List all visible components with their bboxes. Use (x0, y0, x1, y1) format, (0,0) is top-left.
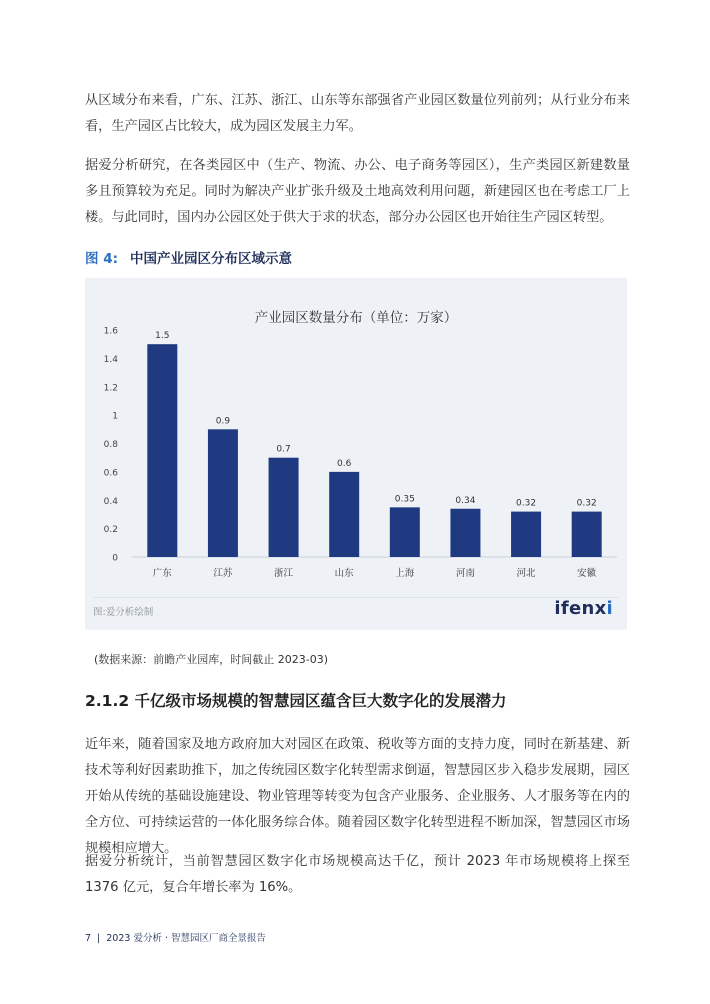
y-tick-label: 1.4 (103, 354, 118, 365)
section-heading: 2.1.2 千亿级市场规模的智慧园区蕴含巨大数字化的发展潜力 (85, 692, 507, 710)
intro-paragraph-2: 据爱分析研究，在各类园区中（生产、物流、办公、电子商务等园区），生产类园区新建数量多且预算较为充足。同时为解决产业扩张升级及土地高效利用问题，新建园区也在考虑工厂上楼。与此同时，国内办公园区处于供大于求的状态，部分办公园区也开始往生产园区转型。 (85, 158, 630, 225)
page-footer (85, 930, 266, 944)
y-tick-label: 0.2 (103, 525, 118, 536)
chart-credit: 图:爱分析绘制 (93, 607, 154, 618)
bar-data-label: 0.34 (455, 495, 476, 506)
report-title: 2023 爱分析 · 智慧园区厂商全景报告 (106, 933, 267, 944)
y-tick-label: 0.6 (103, 468, 118, 479)
y-tick-label: 0.8 (103, 440, 118, 450)
bar-data-label: 0.9 (215, 416, 231, 427)
bar-1 (147, 344, 177, 557)
chart-title: 产业园区数量分布（单位：万家） (254, 310, 458, 326)
bar-7 (511, 512, 541, 557)
x-tick-label: 浙江 (274, 568, 294, 579)
y-tick-label: 0.4 (103, 496, 118, 507)
x-tick-label: 广东 (152, 568, 172, 579)
y-tick-label: 1.6 (103, 326, 118, 337)
bar-data-label: 0.7 (276, 444, 291, 455)
figure-number: 图 4: (85, 251, 118, 267)
bar-4 (329, 472, 359, 557)
bar-data-label: 0.35 (394, 494, 415, 505)
bar-2 (208, 429, 238, 557)
data-source-note: (数据来源：前瞻产业园库，时间截止 2023-03) (94, 653, 329, 666)
bar-5 (390, 507, 420, 557)
bar-3 (269, 458, 299, 557)
bar-data-label: 0.6 (337, 458, 352, 469)
body-paragraph-2: 据爱分析统计，当前智慧园区数字化市场规模高达千亿，预计 2023 年市场规模将上探至 1376 亿元，复合年增长率为 16%。 (85, 854, 630, 895)
bar-data-label: 0.32 (516, 498, 537, 509)
bar-chart (85, 278, 627, 593)
bar-6 (450, 509, 480, 557)
y-tick-label: 0 (112, 553, 118, 564)
bar-data-label: 0.32 (576, 498, 597, 509)
ifenxi-logo (554, 598, 613, 619)
x-tick-label: 江苏 (213, 568, 233, 579)
chart-panel (85, 278, 627, 630)
intro-paragraph-1: 从区域分布来看，广东、江苏、浙江、山东等东部强省产业园区数量位列前列；从行业分布来看，生产园区占比较大，成为园区发展主力军。 (85, 93, 630, 134)
x-tick-label: 河北 (516, 568, 536, 579)
logo-tail: i (606, 598, 613, 619)
x-tick-label: 上海 (395, 568, 415, 579)
page-number: 7 (85, 933, 92, 944)
footer-separator: | (97, 933, 101, 944)
panel-divider (93, 597, 619, 598)
figure-caption (85, 247, 292, 267)
body-paragraph-1: 近年来，随着国家及地方政府加大对园区在政策、税收等方面的支持力度，同时在新基建、新技术等利好因素助推下，加之传统园区数字化转型需求倒逼，智慧园区步入稳步发展期，园区开始从传统的基础设施建设、物业管理等转变为包含产业服务、企业服务、人才服务等在内的全方位、可持续运营的一体化服务综合体。随着园区数字化转型进程不断加深，智慧园区市场规模相应增大。 (85, 737, 630, 856)
x-tick-label: 山东 (334, 568, 354, 579)
logo-main: ifenx (554, 598, 607, 619)
y-tick-label: 1 (112, 411, 118, 422)
y-tick-label: 1.2 (103, 383, 118, 394)
bar-data-label: 1.5 (155, 331, 170, 342)
x-tick-label: 安徽 (577, 568, 597, 579)
figure-title: 中国产业园区分布区域示意 (130, 251, 292, 267)
bar-8 (572, 512, 602, 557)
x-tick-label: 河南 (455, 568, 475, 579)
